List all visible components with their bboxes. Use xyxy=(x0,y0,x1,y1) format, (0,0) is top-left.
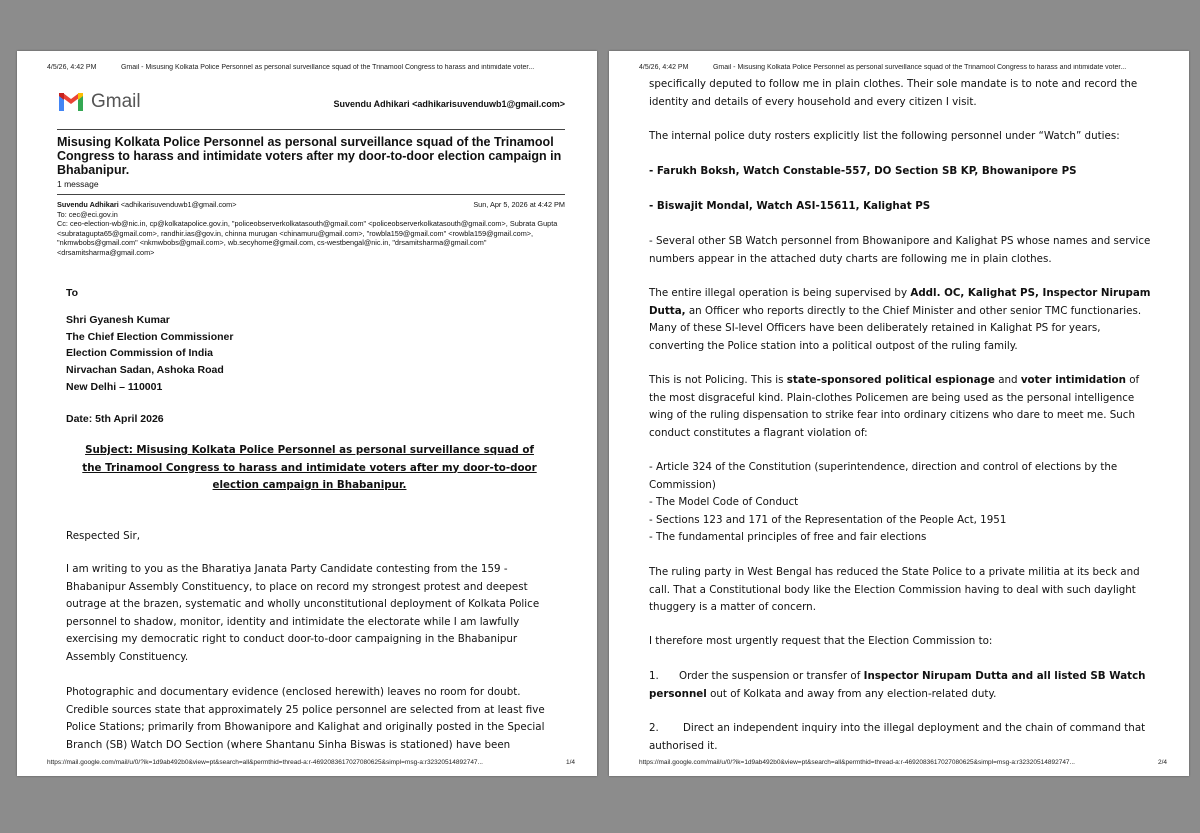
text-run: an Officer who reports directly to the Chief Minister and other senior TMC functionaries. Many of these SI-level Officers have been deliberately retained in Kalighat PS for years, converting the Police station into a political outpost of the ruling family. xyxy=(649,304,1142,352)
print-footer xyxy=(47,759,575,768)
cc-line: Cc: ceo-election-wb@nic.in, cp@kolkatapolice.gov.in, "policeobserverkolkatasouth@gmail.com" <policeobserverkolkatasouth@gmail.com>, Subrata Gupta <subratagupta65@gmail.com>, randhir.ias@gov.in, chinna murugan <chinamuru@gmail.com>, "rowbla159@gmail.com" <rowbla159@gmail.com>, "nkmwbobs@gmail.com" <nkmwbobs@gmail.com>, wb.secyhome@gmail.com, cs-westbengal@nic.in, "drsamitsharma@gmail.com" <drsamitsharma@gmail.com> xyxy=(57,219,558,257)
paragraph: I am writing to you as the Bharatiya Janata Party Candidate contesting from the 159 - Bhabanipur Assembly Constituency, to place on record my strongest protest and deepest outrage at the brazen, systematic and wholly unconstitutional deployment of Kolkata Police personnel to shadow, monitor, identity and intimidate the electorate while I am lawfully exercising my democratic right to conduct door-to-door campaigning in the Bhabanipur Assembly Constituency. xyxy=(66,563,540,663)
paragraph: specifically deputed to follow me in plain clothes. Their sole mandate is to note and record the identity and details of every household and every citizen I visit. xyxy=(649,78,1138,108)
letter-addressee xyxy=(66,285,557,428)
print-title: Gmail - Misusing Kolkata Police Personnel as personal surveillance squad of the Trinamool Congress to harass and intimidate voter... xyxy=(120,64,535,71)
paragraph: - Several other SB Watch personnel from Bhowanipore and Kalighat PS whose names and service numbers appear in the attached duty charts are following me in plain clothes. xyxy=(649,235,1151,265)
letter-subject: Subject: Misusing Kolkata Police Personnel as personal surveillance squad of the Trinamool Congress to harass and intimidate voters after my door-to-door election campaign in Bhabanipur. xyxy=(82,444,537,491)
text-bold: state-sponsored political espionage xyxy=(786,374,995,386)
addressee-line: Nirvachan Sadan, Ashoka Road xyxy=(66,364,224,377)
gmail-m-icon xyxy=(57,91,85,113)
request-number: 2. xyxy=(649,722,659,734)
print-header xyxy=(47,64,577,71)
addressee-line: New Delhi – 110001 xyxy=(66,380,163,393)
violation-list xyxy=(649,459,1154,547)
salutation: Respected Sir, xyxy=(66,530,141,542)
list-item: - Article 324 of the Constitution (superintendence, direction and control of elections by the Commission) xyxy=(649,461,1118,491)
gmail-logo xyxy=(57,91,141,113)
print-datetime: 4/5/26, 4:42 PM xyxy=(639,64,689,71)
print-datetime: 4/5/26, 4:42 PM xyxy=(47,64,97,71)
addressee-line: Shri Gyanesh Kumar xyxy=(66,313,170,326)
request-number: 1. xyxy=(649,670,659,682)
paragraph: The ruling party in West Bengal has reduced the State Police to a private militia at its beck and call. That a Constitutional body like the Election Commission having to deal with such daylight thuggery is a matter of concern. xyxy=(649,566,1140,613)
request-item xyxy=(649,668,1154,703)
page-number: 1/4 xyxy=(565,759,575,766)
message-count: 1 message xyxy=(57,179,99,189)
document-page-2 xyxy=(609,51,1189,776)
text-run: Order the suspension or transfer of xyxy=(679,670,864,682)
paragraph xyxy=(649,285,1154,355)
roster-person: - Biswajit Mondal, Watch ASI-15611, Kalighat PS xyxy=(649,200,931,212)
list-item: - The fundamental principles of free and fair elections xyxy=(649,531,927,543)
roster-person: - Farukh Boksh, Watch Constable-557, DO Section SB KP, Bhowanipore PS xyxy=(649,165,1077,177)
addressee-line: Election Commission of India xyxy=(66,347,214,360)
gmail-wordmark: Gmail xyxy=(91,91,141,112)
paragraph: Photographic and documentary evidence (enclosed herewith) leaves no room for doubt. Credible sources state that approximately 25 police personnel are selected from at least five Police Stations; primarily from Bhowanipore and Kalighat and originally posted in the Special Branch (SB) Watch DO Section (where Shantanu Sinha Biswas is stationed) have been xyxy=(66,686,545,751)
email-subject: Misusing Kolkata Police Personnel as personal surveillance squad of the Trinamool Congress to harass and intimidate voters after my door-to-door election campaign in Bhabanipur. xyxy=(57,135,562,177)
document-page-1 xyxy=(17,51,597,776)
sender-email: <adhikarisuvenduwb1@gmail.com> xyxy=(120,200,237,209)
divider xyxy=(57,129,565,130)
list-item: - The Model Code of Conduct xyxy=(649,496,799,508)
text-run: and xyxy=(994,374,1021,386)
text-run: out of Kolkata and away from any election-related duty. xyxy=(706,687,997,700)
print-title: Gmail - Misusing Kolkata Police Personnel as personal surveillance squad of the Trinamool Congress to harass and intimidate voter... xyxy=(712,64,1127,71)
footer-url: https://mail.google.com/mail/u/0/?ik=1d9ab492b0&view=pt&search=all&permthid=thread-a:r-4692083617027080625&simpl=msg-a:r32320514892747... xyxy=(639,759,1075,766)
letter-date: Date: 5th April 2026 xyxy=(66,412,164,425)
sent-date: Sun, Apr 5, 2026 at 4:42 PM xyxy=(473,200,565,209)
paragraph: I therefore most urgently request that the Election Commission to: xyxy=(649,635,993,647)
text-bold: Addl. OC, Kalighat PS, Inspector Nirupam Dutta, xyxy=(649,287,1151,317)
page-number: 2/4 xyxy=(1157,759,1167,766)
text-run: The entire illegal operation is being supervised by xyxy=(649,287,911,299)
paragraph xyxy=(649,372,1154,442)
addressee-line: The Chief Election Commissioner xyxy=(66,330,234,343)
email-meta xyxy=(57,200,565,257)
footer-url: https://mail.google.com/mail/u/0/?ik=1d9ab492b0&view=pt&search=all&permthid=thread-a:r-4692083617027080625&simpl=msg-a:r32320514892747... xyxy=(47,759,483,766)
to-label: To xyxy=(66,287,79,299)
divider xyxy=(57,194,565,195)
print-footer xyxy=(639,759,1167,768)
text-run: This is not Policing. This is xyxy=(649,374,787,386)
print-header xyxy=(639,64,1169,71)
text-run: Direct an independent inquiry into the illegal deployment and the chain of command that authorised it. xyxy=(649,722,1146,752)
paragraph: The internal police duty rosters explicitly list the following personnel under “Watch” duties: xyxy=(649,130,1120,142)
sender-name: Suvendu Adhikari xyxy=(57,200,119,209)
text-run: of the most disgraceful kind. Plain-clothes Policemen are being used as the personal intelligence wing of the ruling dispensation to strike fear into ordinary citizens who dare to meet me. Such conduct constitutes a flagrant violation of: xyxy=(649,374,1140,439)
text-bold: voter intimidation xyxy=(1020,374,1126,386)
request-item xyxy=(649,720,1154,755)
to-line: To: cec@eci.gov.in xyxy=(57,209,118,219)
account-email: Suvendu Adhikari <adhikarisuvenduwb1@gmail.com> xyxy=(333,99,565,109)
list-item: - Sections 123 and 171 of the Representation of the People Act, 1951 xyxy=(649,513,1007,526)
text-bold: Inspector Nirupam Dutta and all listed SB Watch personnel xyxy=(649,670,1146,700)
